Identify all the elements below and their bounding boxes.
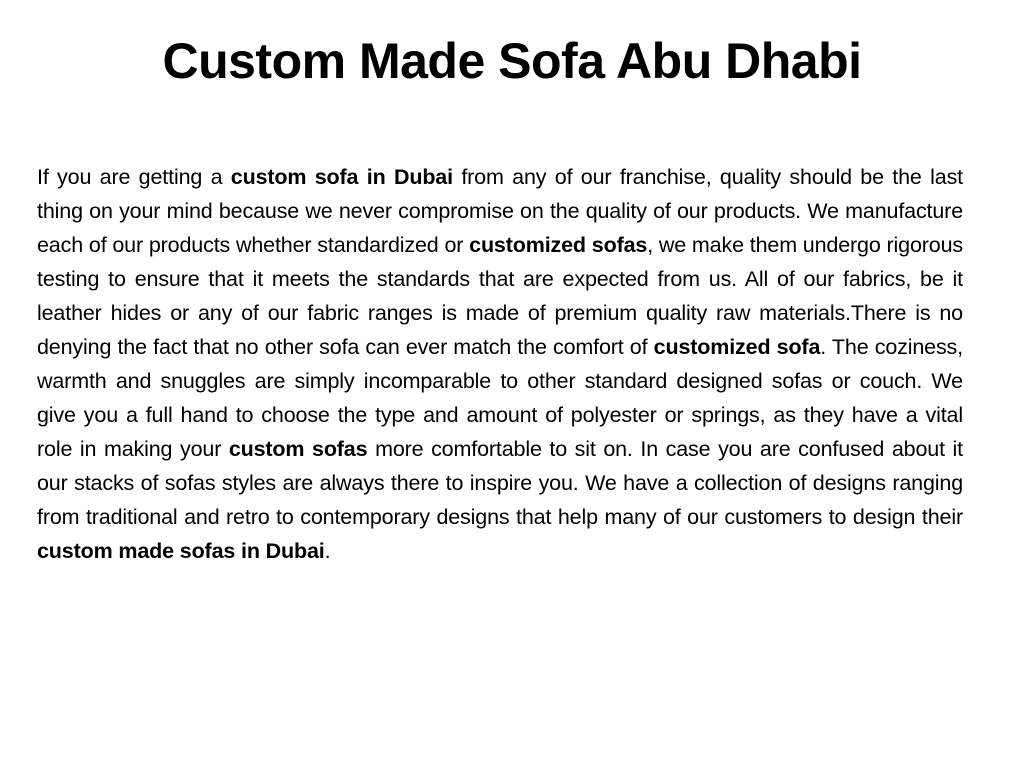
keyword-custom-made-sofas-in-dubai: custom made sofas in Dubai xyxy=(37,539,325,563)
keyword-custom-sofas: custom sofas xyxy=(228,437,368,461)
slide-title: Custom Made Sofa Abu Dhabi xyxy=(162,33,862,89)
body-text-1: If you are getting a xyxy=(37,165,231,189)
keyword-customized-sofas: customized sofas xyxy=(469,233,648,257)
body-text-4: . The coziness, warmth and snuggles are simply incomparable to other standard designed sofas or couch. We give you a full hand to choose the type and amount of polyester or springs, as they have a vital role in making your xyxy=(37,335,963,461)
body-text-3: , we make them undergo rigorous testing to ensure that it meets the standards that are expected from us. All of our fabrics, be it leather hides or any of our fabric ranges is made of premium quality raw materials.There is no denying the fact that no other sofa can ever match the comfort of xyxy=(37,233,963,359)
keyword-customized-sofa: customized sofa xyxy=(653,335,821,359)
keyword-custom-sofa-in-dubai: custom sofa in Dubai xyxy=(230,165,453,189)
body-text-5: more comfortable to sit on. In case you are confused about it our stacks of sofas styles are always there to inspire you. We have a collection of designs ranging from traditional and retro to contemporary designs that help many of our customers to design their xyxy=(37,437,963,529)
body-text-6: . xyxy=(324,539,331,563)
body-text-2: from any of our franchise, quality should be the last thing on your mind because we never compromise on the quality of our products. We manufacture each of our products whether standardized or xyxy=(37,165,963,257)
slide-body xyxy=(37,160,963,568)
